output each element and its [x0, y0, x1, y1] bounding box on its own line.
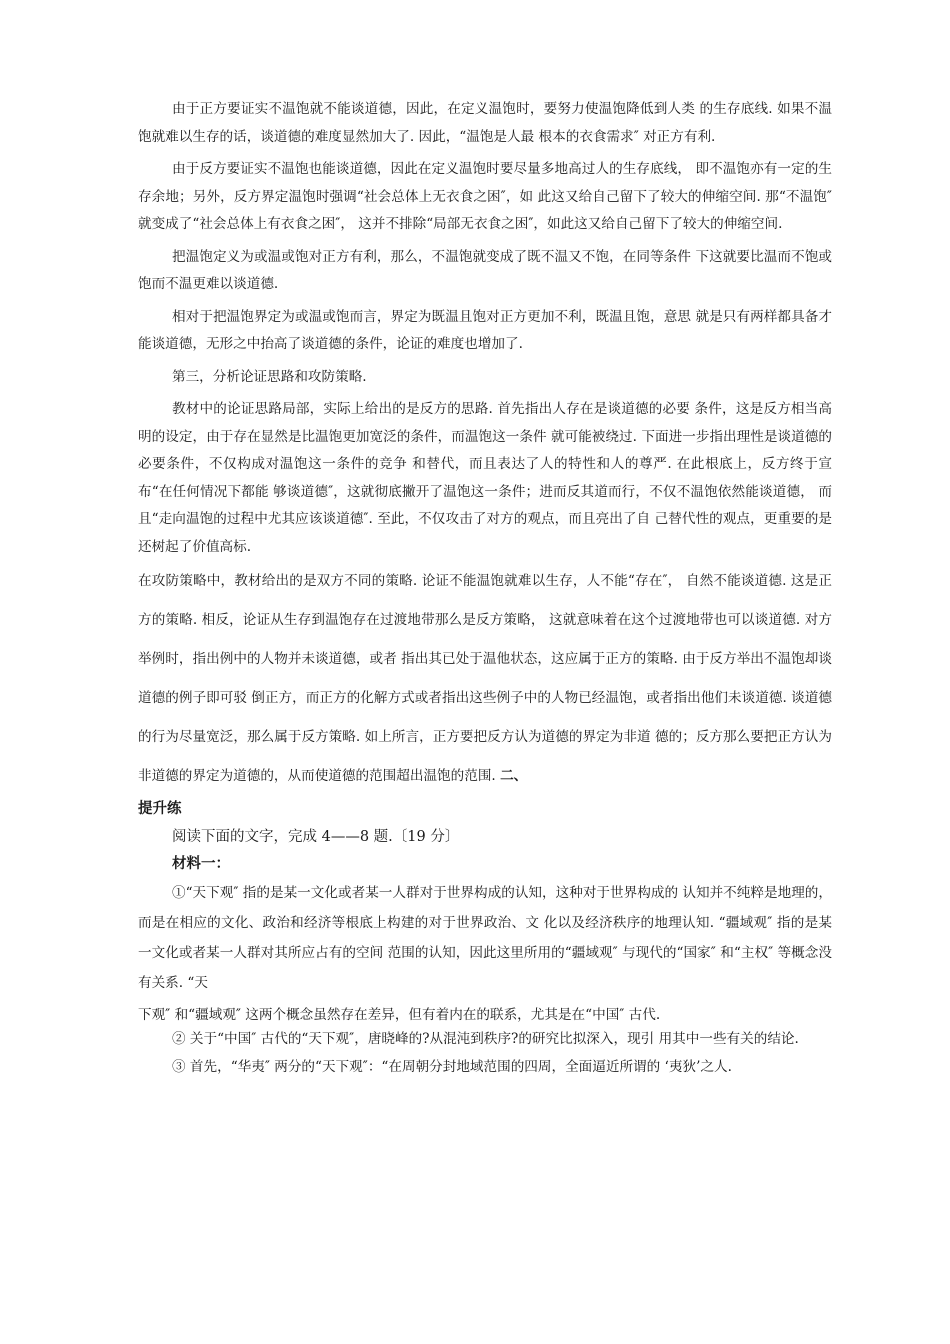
paragraph-6: 教材中的论证思路局部，实际上给出的是反方的思路. 首先指出人存在是谈道德的必要 条件，这是反方相当高明的设定，由于存在显然是比温饱更加宽泛的条件，而温饱这一条件 就可能被绕过. 下面进一步指出理性是谈道德的必要条件，不仅构成对温饱这一条件的竞争 和替代，而且表达了人的特性和人的尊严. 在此根底上，反方终于宣布“在任何情况下都能 够谈道德″，这就彻底撇开了温饱这一条件；进而反其道而行，不仅不温饱依然能谈道德， 而且“走向温饱的过程中尤其应该谈道德″. 至此，不仅攻击了对方的观点，而且亮出了自 己替代性的观点，更重要的是还树起了价值高标. [138, 401, 832, 555]
section-heading: 提升练 [138, 800, 182, 817]
section-number: 二、 [500, 768, 528, 784]
material-paragraph-1: ①“天下观″ 指的是某一文化或者某一人群对于世界构成的认知，这种对于世界构成的 认知并不纯粹是地理的，而是在相应的文化、政治和经济等根底上构建的对于世界政治、文 化以及经济秩序的地理认知. “疆域观″ 指的是某一文化或者某一人群对其所应占有的空间 范围的认知，因此这里所用的“疆域观″ 与现代的“国家″ 和“主权″ 等概念没有关系. “天 [138, 885, 832, 991]
reading-instruction: 阅读下面的文字，完成 4——8 题.〔19 分〕 [172, 829, 460, 845]
paragraph-7 [138, 562, 832, 796]
paragraph-7-text: 在攻防策略中，教材给出的是双方不同的策略. 论证不能温饱就难以生存，人不能“存在″， 自然不能谈道德. 这是正方的策略. 相反，论证从生存到温饱存在过渡地带那么是反方策略， 这就意味着在这个过渡地带也可以谈道德. 对方举例时，指出例中的人物并未谈道德，或者 指出其已处于温他状态，这应属于正方的策略. 由于反方举出不温饱却谈道德的例子即可驳 倒正方，而正方的化解方式或者指出这些例子中的人物已经温饱，或者指出他们未谈道德. 谈道德的行为尽量宽泛，那么属于反方策略. 如上所言，正方要把反方认为道德的界定为非道 德的；反方那么要把正方认为非道德的界定为道德的，从而使道德的范围超出温饱的范围. [138, 573, 832, 784]
paragraph-5: 第三，分析论证思路和攻防策略. [172, 368, 367, 385]
material-paragraph-2: ② 关于“中国″ 古代的“天下观″，唐晓峰的?从混沌到秩序?的研究比拟深入，现引 用其中一些有关的结论. [172, 1031, 799, 1047]
material-heading: 材料一： [172, 855, 230, 872]
material-paragraph-3: ③ 首先，“华夷″ 两分的“天下观″：“在周朝分封地域范围的四周，全面逼近所谓的 ‘夷狄’之人. [172, 1059, 732, 1075]
paragraph-4: 相对于把温饱界定为或温或饱而言，界定为既温且饱对正方更加不利，既温且饱，意思 就是只有两样都具备才能谈道德，无形之中抬高了谈道德的条件，论证的难度也增加了. [138, 308, 832, 352]
material-paragraph-1-continued: 下观″ 和“疆域观″ 这两个概念虽然存在差异，但有着内在的联系，尤其是在“中国″ 古代. [138, 1007, 661, 1023]
paragraph-2: 由于反方要证实不温饱也能谈道德，因此在定义温饱时要尽量多地高过人的生存底线， 即不温饱亦有一定的生存余地；另外，反方界定温饱时强调“社会总体上无衣食之困″，如 此这又给自己留下了较大的伸缩空间. 那“不温饱″ 就变成了“社会总体上有衣食之困″， 这并不排除“局部无衣食之困″，如此这又给自己留下了较大的伸缩空间. [138, 161, 832, 232]
paragraph-3: 把温饱定义为或温或饱对正方有利，那么，不温饱就变成了既不温又不饱，在同等条件 下这就要比温而不饱或饱而不温更难以谈道德. [138, 248, 832, 292]
paragraph-1: 由于正方要证实不温饱就不能谈道德，因此，在定义温饱时，要努力使温饱降低到人类 的生存底线. 如果不温饱就难以生存的话，谈道德的难度显然加大了. 因此，“温饱是人最 根本的衣食需求″ 对正方有利. [138, 101, 832, 145]
document-page [138, 96, 832, 1083]
